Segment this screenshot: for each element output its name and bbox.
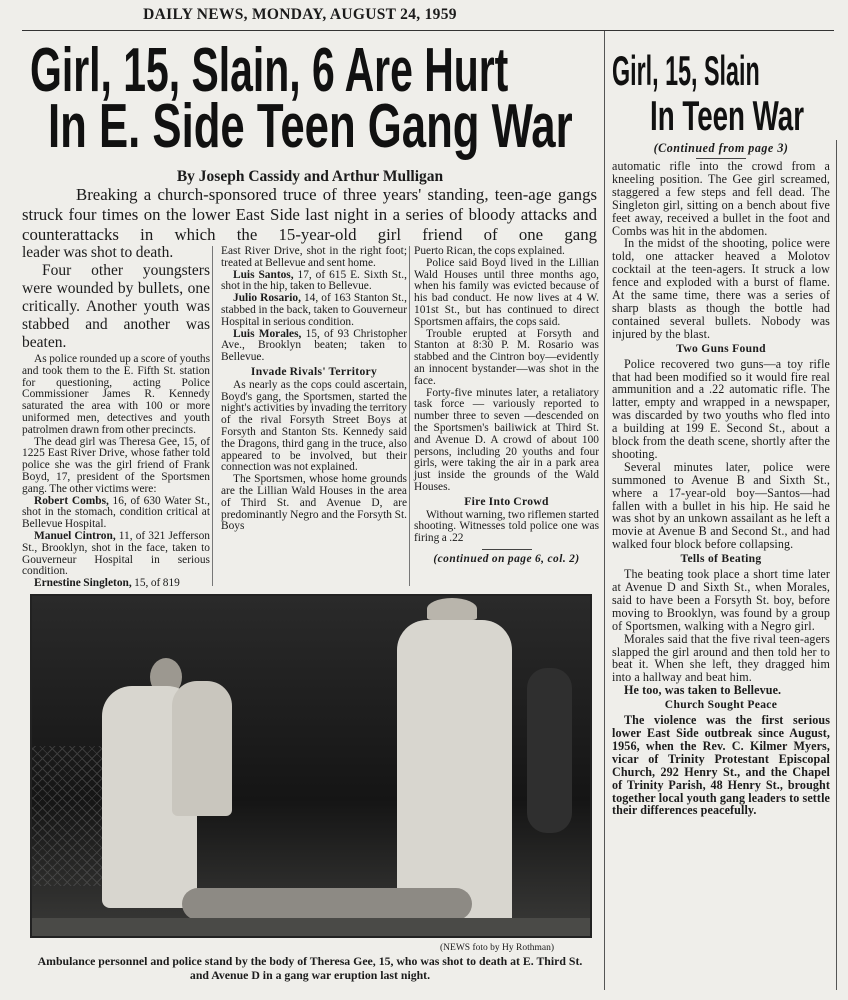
paragraph-text: Police said Boyd lived in the Lillian Wald Houses until three months ago, when his family was evicted because of his bad conduct. He now lives at 4 W. 101st St., but has continued to direct Sportsmen affairs, the cops said. (414, 256, 599, 328)
section-subhead: Tells of Beating (680, 552, 762, 566)
article-paragraph (612, 568, 830, 633)
article-column-1 (22, 244, 210, 590)
headline-line-2: In E. Side Teen Gang War (48, 92, 573, 161)
paragraph-text: Without warning, two riflemen started shooting. Witnesses told police one was firing a .22 (414, 508, 599, 545)
article-paragraph (221, 246, 407, 270)
article-paragraph (22, 354, 210, 437)
paragraph-text: 11, of 321 Jefferson St., Brooklyn, shot in the face, taken to Gouverneur Hospital in serious condition. (22, 529, 210, 578)
article-paragraph (612, 684, 830, 697)
figure-police-officer (397, 620, 512, 934)
article-paragraph (221, 329, 407, 364)
paragraph-text: The dead girl was Theresa Gee, 15, of 1225 East River Drive, whose father told police she was the girl friend of Frank Boyd, 17, president of the Sportsmen gang. The other victims were: (22, 435, 210, 495)
continued-note: (continued on page 6, col. 2) (433, 552, 580, 565)
covered-body (182, 888, 472, 920)
paragraph-text: Several minutes later, police were summoned to Avenue B and Sixth St., where a 17-year-old boy—Santos—had fallen with a bullet in his hip. He said he was shot by an unkown assailant as he left a movie at Avenue B and Second St., and had walked four block before collapsing. (612, 459, 830, 552)
article-paragraph (612, 160, 830, 237)
article-column-2 (221, 246, 407, 533)
paragraph-text: Morales said that the five rival teen-agers slapped the girl around and then told her to beat it. When she left, they dragged him into a hallway and beat him. (612, 631, 830, 685)
paragraph-text: East River Drive, shot in the right foot; treated at Bellevue and sent home. (221, 245, 407, 269)
lead-paragraph: Breaking a church-sponsored truce of three years' standing, teen-age gangs struck four times on the lower East Side last night in a series of bloody attacks and counterattacks in which the 15-year-old girl friend of one gang (22, 185, 597, 244)
right-border (836, 140, 837, 990)
article-column-continued (612, 141, 830, 818)
article-paragraph (221, 380, 407, 474)
paragraph-text: As nearly as the cops could ascertain, Boyd's gang, the Sportsmen, started the night's activities by invading the territory of the rival Forsyth Street Boys at Forsyth and Stanton Sts. Kennedy said the Dragons, third gang in the truce, also appeared to be involved, but their connection was not explained. (221, 378, 407, 474)
article-paragraph (22, 437, 210, 496)
article-paragraph (612, 358, 830, 461)
paragraph-text: Puerto Rican, the cops explained. (414, 245, 565, 257)
article-paragraph (612, 237, 830, 340)
article-paragraph (22, 496, 210, 531)
separator (482, 549, 532, 550)
photo-caption: Ambulance personnel and police stand by the body of Theresa Gee, 15, who was shot to death at E. Third St. and Avenue D in a gang war eruption last night. (37, 954, 583, 982)
figure-background-officer (527, 668, 572, 833)
photo-credit: (NEWS foto by Hy Rothman) (440, 943, 554, 953)
article-column-3 (414, 246, 599, 566)
victim-name: Luis Morales, (233, 327, 302, 340)
paragraph-text: automatic rifle into the crowd from a kneeling position. The Gee girl screamed, staggered a few steps and fell dead. The Singleton girl, sitting on a bench about five feet away, received a bullet in the foot and Combs was hit in the abdomen. (612, 159, 830, 238)
article-paragraph (612, 714, 830, 817)
paragraph-text: 16, of 630 Water St., shot in the stomach, condition critical at Bellevue Hospital. (22, 494, 210, 531)
masthead: DAILY NEWS, MONDAY, AUGUST 24, 1959 (143, 6, 457, 23)
paragraph-text: The Sportsmen, whose home grounds are the Lillian Wald Houses in the area of Third St. and Avenue D, are predominantly Negro and the Forsyth St. Boys (221, 473, 407, 533)
column-divider (604, 31, 605, 990)
continued-from-note: (Continued from page 3) (653, 141, 789, 155)
article-paragraph (221, 474, 407, 533)
separator (696, 158, 746, 159)
column-rule (409, 246, 410, 586)
article-paragraph (22, 578, 210, 590)
article-paragraph (414, 510, 599, 545)
paragraph-text: 15, of 819 (131, 577, 180, 590)
section-subhead: Two Guns Found (676, 341, 766, 355)
ground (32, 918, 590, 936)
victim-name: Manuel Cintron, (34, 529, 116, 542)
paragraph-text: He too, was taken to Bellevue. (624, 683, 782, 698)
paragraph-text: The violence was the first serious lower East Side outbreak since August, 1956, when the Rev. C. Kilmer Myers, vicar of Trinity Protestant Episcopal Church, 292 Henry St., and the Chapel of Trinity Parish, 48 Henry St., brought together local youth gang leaders to settle their differences peacefully. (612, 713, 830, 818)
paragraph-text: In the midst of the shooting, police were told, one attacker heaved a Molotov cocktail at the teen-agers. It struck a low fence and exploded with a burst of flame. At the same time, there was a series of sharp blasts as though the bottle had contained several bullets. Nobody was injured by the blast. (612, 236, 830, 341)
figure-second-attendant (172, 681, 232, 816)
article-paragraph (22, 531, 210, 578)
article-paragraph (221, 293, 407, 328)
section-subhead: Invade Rivals' Territory (250, 364, 378, 378)
side-headline-line-1: Girl, 15, Slain (612, 47, 760, 94)
article-paragraph (414, 388, 599, 494)
side-headline-line-2: In Teen War (650, 92, 805, 139)
article-paragraph (414, 329, 599, 388)
article-paragraph (414, 258, 599, 329)
headline-line-1: Girl, 15, Slain, 6 Are Hurt (30, 36, 509, 105)
paragraph-text: 14, of 163 Stanton St., stabbed in the back, taken to Gouverneur Hospital in serious condition. (221, 292, 407, 328)
top-rule (22, 30, 834, 31)
paragraph-text: Trouble erupted at Forsyth and Stanton at 8:30 P. M. Rosario was stabbed and the Cintron boy—evidently an innocent bystander—was shot in the face. (414, 327, 599, 387)
section-subhead: Church Sought Peace (664, 698, 778, 712)
paragraph-text: Forty-five minutes later, a retaliatory task force — variously reported to number three to seven —descended on the Sportsmen's bailiwick at Third St. and Avenue D. A crowd of about 100 persons, including 20 youths and four girls, were taking the air in a park area just inside the grounds of the Wald Houses. (414, 386, 599, 493)
news-photo (30, 594, 592, 938)
section-subhead: Fire Into Crowd (464, 494, 549, 508)
second-paragraph: Four other youngsters were wounded by bullets, one critically. Another youth was stabbed and another was beaten. (22, 262, 210, 351)
paragraph-text: 15, of 93 Christopher Ave., Brooklyn beaten; taken to Bellevue. (221, 327, 407, 364)
article-paragraph (612, 633, 830, 685)
paragraph-text: The beating took place a short time later at Avenue D and Sixth St., when Morales, said to have been a Forsyth St. boy, before moving to Brooklyn, was found by a group of Sportsmen, walking with a Negro girl. (612, 567, 830, 633)
victim-name: Ernestine Singleton, (34, 577, 132, 590)
victim-name: Robert Combs, (34, 494, 109, 507)
victim-name: Julio Rosario, (233, 292, 301, 305)
figure-police-hat (427, 598, 477, 620)
paragraph-text: As police rounded up a score of youths and took them to the E. Fifth St. station for questioning, acting Police Commissioner James R. Kennedy saturated the area with 100 or more uniformed men, detectives and youth patrolmen drawn from other precincts. (22, 353, 210, 436)
paragraph-text: 17, of 615 E. Sixth St., shot in the hip, taken to Bellevue. (221, 268, 407, 293)
byline: By Joseph Cassidy and Arthur Mulligan (176, 168, 444, 185)
article-paragraph (612, 461, 830, 551)
article-paragraph (221, 270, 407, 294)
lead-continuation: leader was shot to death. (22, 244, 174, 261)
victim-name: Luis Santos, (233, 268, 294, 281)
paragraph-text: Police recovered two guns—a toy rifle that had been modified so it would fire real ammunition and a .22 automatic rifle. The latter, empty and wrapped in a newspaper, was discarded by two youths who fled into a building at 199 E. Second St., about a block from the death scene, shortly after the shooting. (612, 356, 830, 461)
column-rule (212, 246, 213, 586)
